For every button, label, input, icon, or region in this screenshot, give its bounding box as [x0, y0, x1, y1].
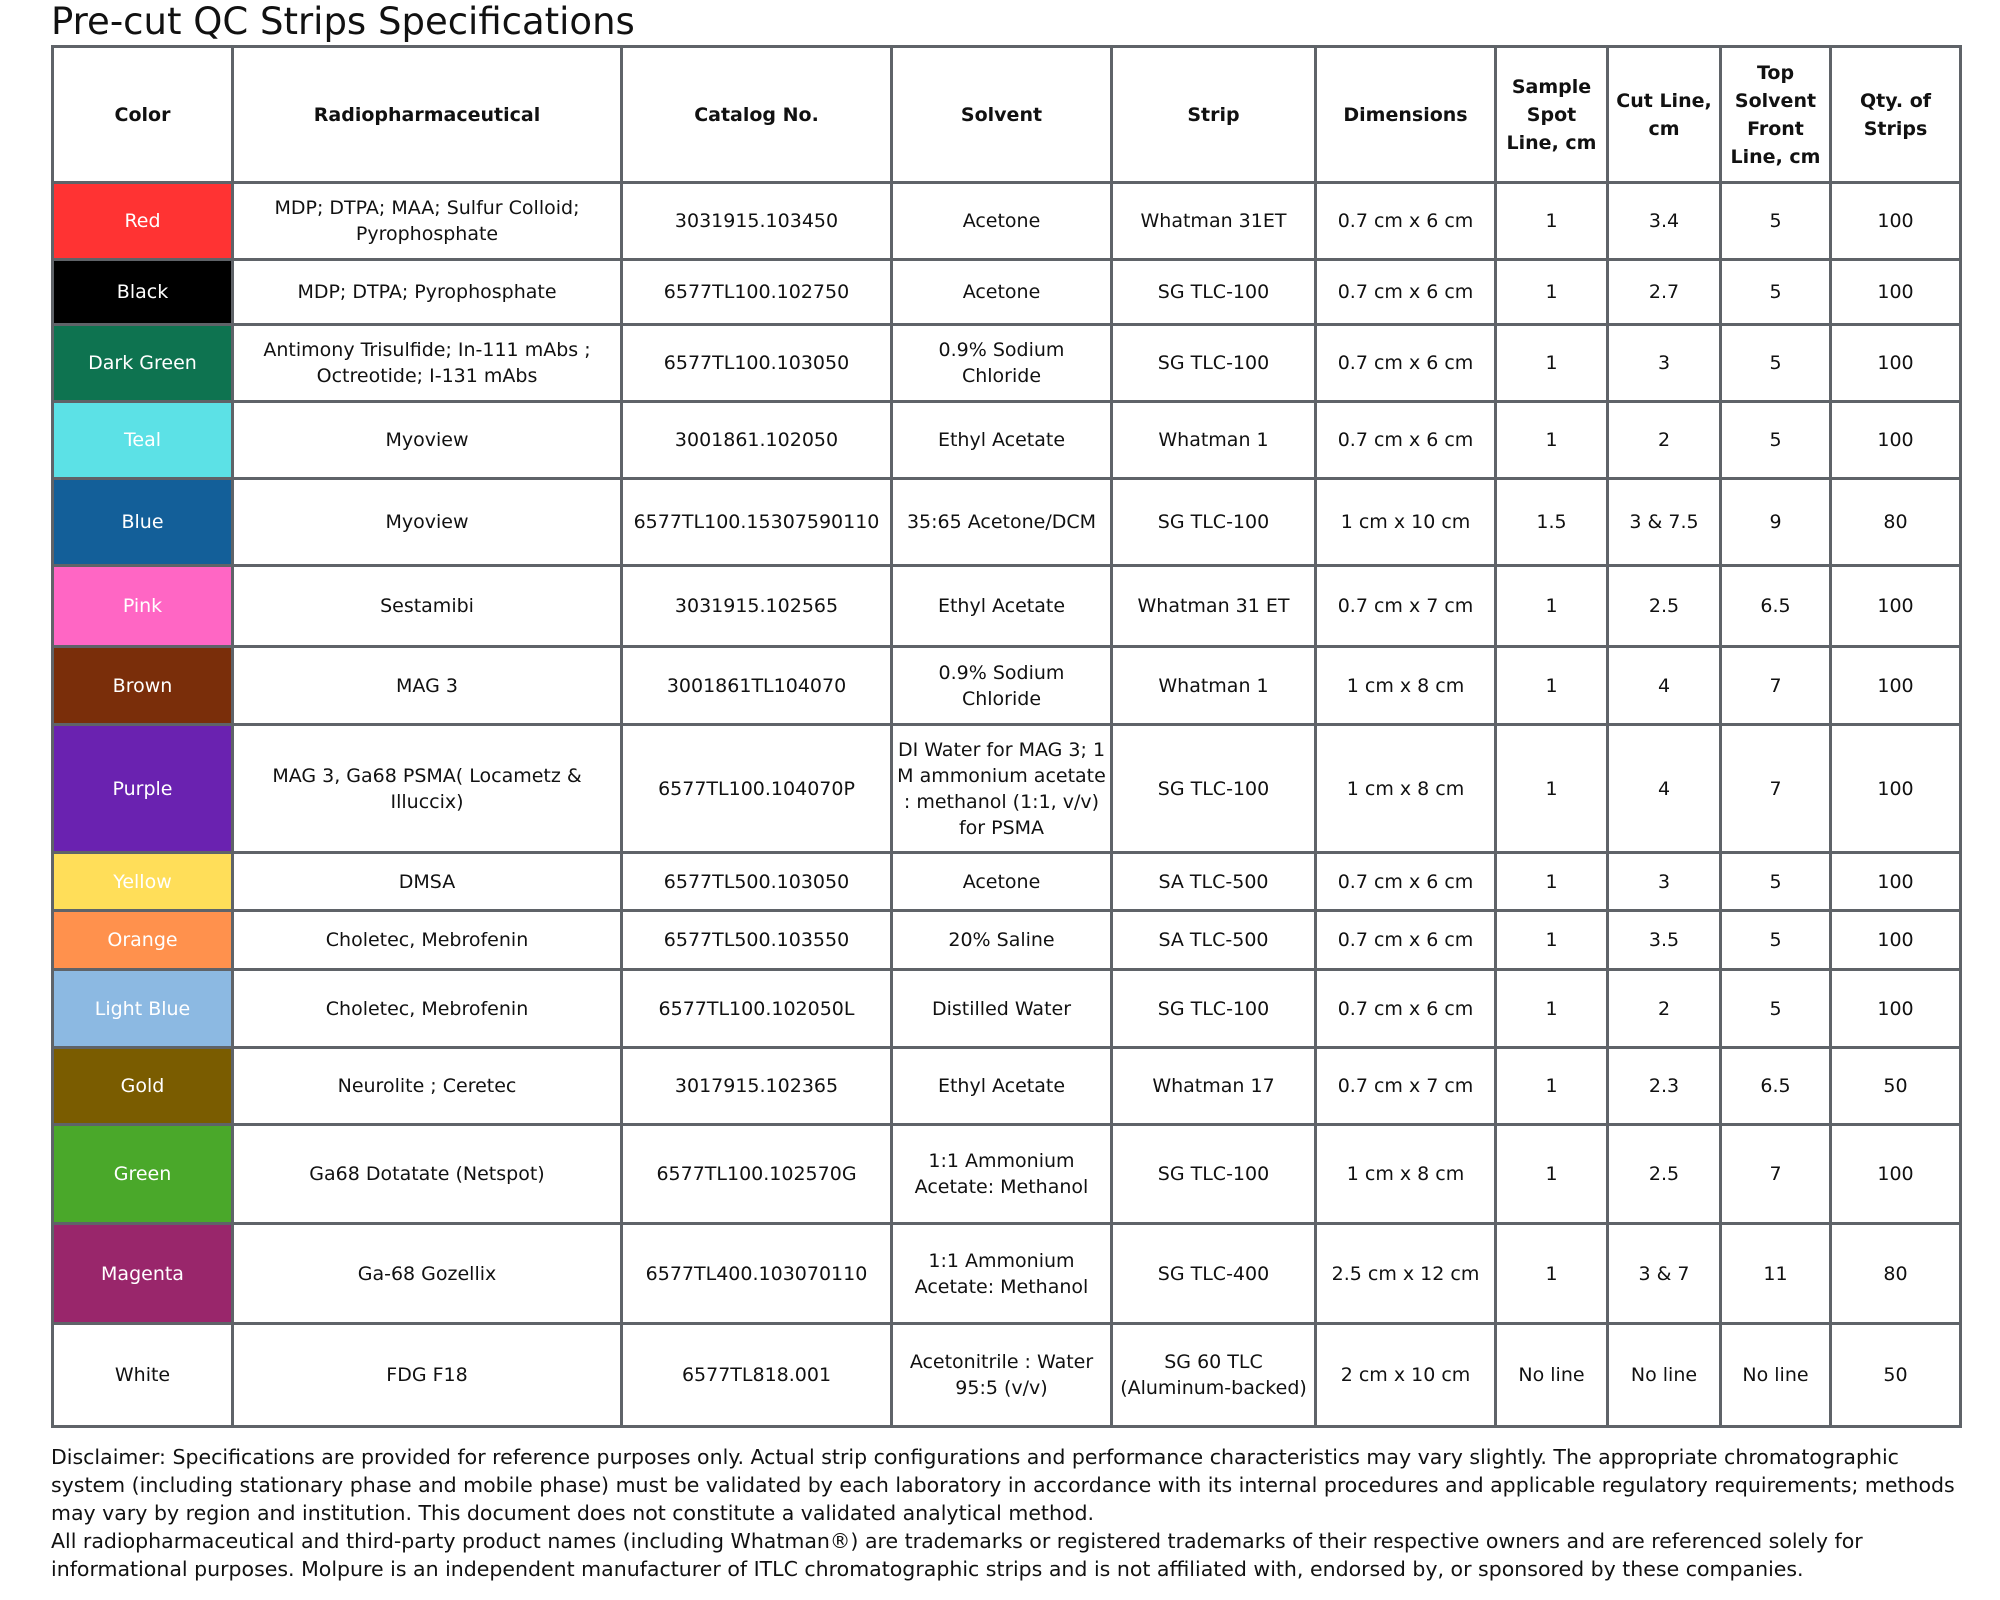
sample-spot-line-cell: 1	[1496, 647, 1608, 725]
solvent-cell: 1:1 Ammonium Acetate: Methanol	[892, 1224, 1112, 1324]
table-row	[53, 1324, 1961, 1427]
column-header-solvent-front-line: Top Solvent Front Line, cm	[1721, 47, 1831, 183]
dimensions-cell: 0.7 cm x 7 cm	[1316, 566, 1496, 647]
strip-cell: SG TLC-400	[1112, 1224, 1316, 1324]
catalog-number-cell: 6577TL818.001	[622, 1324, 892, 1427]
radiopharmaceutical-cell: Choletec, Mebrofenin	[233, 911, 622, 970]
header-row	[53, 47, 1961, 183]
sample-spot-line-cell: 1	[1496, 1125, 1608, 1224]
solvent-cell: Acetonitrile : Water 95:5 (v/v)	[892, 1324, 1112, 1427]
sample-spot-line-cell: 1.5	[1496, 479, 1608, 566]
table-row	[53, 911, 1961, 970]
radiopharmaceutical-cell: Myoview	[233, 479, 622, 566]
color-swatch-cell: Red	[53, 183, 233, 260]
solvent-front-line-cell: 7	[1721, 1125, 1831, 1224]
dimensions-cell: 0.7 cm x 6 cm	[1316, 260, 1496, 325]
catalog-number-cell: 6577TL100.102050L	[622, 970, 892, 1048]
color-swatch-cell: Teal	[53, 402, 233, 479]
catalog-number-cell: 3031915.102565	[622, 566, 892, 647]
solvent-front-line-cell: 9	[1721, 479, 1831, 566]
catalog-number-cell: 3001861.102050	[622, 402, 892, 479]
quantity-cell: 100	[1831, 402, 1961, 479]
color-swatch-cell: Purple	[53, 725, 233, 853]
sample-spot-line-cell: 1	[1496, 566, 1608, 647]
column-header-solvent: Solvent	[892, 47, 1112, 183]
quantity-cell: 100	[1831, 853, 1961, 911]
color-swatch-cell: Green	[53, 1125, 233, 1224]
color-swatch-cell: Brown	[53, 647, 233, 725]
cut-line-cell: 2	[1608, 402, 1721, 479]
cut-line-cell: 3	[1608, 853, 1721, 911]
dimensions-cell: 0.7 cm x 6 cm	[1316, 183, 1496, 260]
dimensions-cell: 0.7 cm x 6 cm	[1316, 402, 1496, 479]
radiopharmaceutical-cell: Ga-68 Gozellix	[233, 1224, 622, 1324]
quantity-cell: 100	[1831, 970, 1961, 1048]
catalog-number-cell: 6577TL100.104070P	[622, 725, 892, 853]
strip-cell: SG TLC-100	[1112, 1125, 1316, 1224]
sample-spot-line-cell: 1	[1496, 1224, 1608, 1324]
cut-line-cell: 4	[1608, 725, 1721, 853]
sample-spot-line-cell: 1	[1496, 1048, 1608, 1125]
strip-cell: Whatman 17	[1112, 1048, 1316, 1125]
solvent-front-line-cell: 5	[1721, 260, 1831, 325]
cut-line-cell: 3.5	[1608, 911, 1721, 970]
dimensions-cell: 2 cm x 10 cm	[1316, 1324, 1496, 1427]
strip-cell: Whatman 1	[1112, 402, 1316, 479]
color-swatch-cell: Magenta	[53, 1224, 233, 1324]
solvent-cell: 20% Saline	[892, 911, 1112, 970]
table-row	[53, 725, 1961, 853]
trademark-notice: All radiopharmaceutical and third-party product names (including Whatman®) are trademarks or registered trademarks of their respective owners and are referenced solely for informational purposes. Molpure is an independent manufacturer of ITLC chromatographic strips and is not affiliated with, endorsed by, or sponsored by these companies.	[51, 1529, 1863, 1581]
dimensions-cell: 0.7 cm x 6 cm	[1316, 970, 1496, 1048]
color-swatch-cell: Light Blue	[53, 970, 233, 1048]
dimensions-cell: 1 cm x 8 cm	[1316, 647, 1496, 725]
radiopharmaceutical-cell: Neurolite ; Ceretec	[233, 1048, 622, 1125]
radiopharmaceutical-cell: Myoview	[233, 402, 622, 479]
column-header-strip: Strip	[1112, 47, 1316, 183]
radiopharmaceutical-cell: DMSA	[233, 853, 622, 911]
sample-spot-line-cell: 1	[1496, 853, 1608, 911]
quantity-cell: 100	[1831, 647, 1961, 725]
disclaimer-text: Disclaimer: Specifications are provided for reference purposes only. Actual strip configurations and performance characteristics may vary slightly. The appropriate chromatographic system (including stationary phase and mobile phase) must be validated by each laboratory in accordance with its internal procedures and applicable regulatory requirements; methods may vary by region and institution. This document does not constitute a validated analytical method.	[51, 1445, 1955, 1525]
quantity-cell: 100	[1831, 183, 1961, 260]
solvent-front-line-cell: 5	[1721, 911, 1831, 970]
dimensions-cell: 1 cm x 8 cm	[1316, 725, 1496, 853]
solvent-cell: Distilled Water	[892, 970, 1112, 1048]
table-row	[53, 566, 1961, 647]
solvent-cell: 35:65 Acetone/DCM	[892, 479, 1112, 566]
cut-line-cell: 2.5	[1608, 566, 1721, 647]
color-swatch-cell: Orange	[53, 911, 233, 970]
strip-cell: Whatman 31 ET	[1112, 566, 1316, 647]
table-row	[53, 1125, 1961, 1224]
solvent-front-line-cell: 5	[1721, 853, 1831, 911]
sample-spot-line-cell: 1	[1496, 325, 1608, 402]
radiopharmaceutical-cell: MAG 3, Ga68 PSMA( Locametz & Illuccix)	[233, 725, 622, 853]
strip-cell: Whatman 31ET	[1112, 183, 1316, 260]
catalog-number-cell: 6577TL400.103070110	[622, 1224, 892, 1324]
color-swatch-cell: Pink	[53, 566, 233, 647]
radiopharmaceutical-cell: Choletec, Mebrofenin	[233, 970, 622, 1048]
quantity-cell: 80	[1831, 1224, 1961, 1324]
footer	[51, 1443, 1971, 1583]
page-title: Pre-cut QC Strips Specifications	[51, 0, 635, 43]
table-row	[53, 479, 1961, 566]
solvent-front-line-cell: 6.5	[1721, 1048, 1831, 1125]
strip-cell: SG TLC-100	[1112, 725, 1316, 853]
column-header-qty: Qty. of Strips	[1831, 47, 1961, 183]
sample-spot-line-cell: 1	[1496, 970, 1608, 1048]
sample-spot-line-cell: 1	[1496, 260, 1608, 325]
cut-line-cell: No line	[1608, 1324, 1721, 1427]
strip-cell: SG TLC-100	[1112, 260, 1316, 325]
column-header-color: Color	[53, 47, 233, 183]
radiopharmaceutical-cell: MDP; DTPA; MAA; Sulfur Colloid; Pyrophosphate	[233, 183, 622, 260]
quantity-cell: 50	[1831, 1048, 1961, 1125]
cut-line-cell: 2.7	[1608, 260, 1721, 325]
catalog-number-cell: 6577TL100.102750	[622, 260, 892, 325]
dimensions-cell: 0.7 cm x 6 cm	[1316, 325, 1496, 402]
catalog-number-cell: 6577TL500.103550	[622, 911, 892, 970]
color-swatch-cell: Black	[53, 260, 233, 325]
sample-spot-line-cell: 1	[1496, 402, 1608, 479]
quantity-cell: 100	[1831, 260, 1961, 325]
strip-cell: SG TLC-100	[1112, 325, 1316, 402]
color-swatch-cell: Blue	[53, 479, 233, 566]
radiopharmaceutical-cell: Ga68 Dotatate (Netspot)	[233, 1125, 622, 1224]
quantity-cell: 100	[1831, 1125, 1961, 1224]
sample-spot-line-cell: No line	[1496, 1324, 1608, 1427]
quantity-cell: 100	[1831, 911, 1961, 970]
strip-cell: SG TLC-100	[1112, 970, 1316, 1048]
table-row	[53, 1048, 1961, 1125]
cut-line-cell: 3 & 7.5	[1608, 479, 1721, 566]
dimensions-cell: 0.7 cm x 7 cm	[1316, 1048, 1496, 1125]
column-header-sample-spot-line: Sample Spot Line, cm	[1496, 47, 1608, 183]
solvent-cell: Ethyl Acetate	[892, 566, 1112, 647]
catalog-number-cell: 3031915.103450	[622, 183, 892, 260]
quantity-cell: 50	[1831, 1324, 1961, 1427]
catalog-number-cell: 3001861TL104070	[622, 647, 892, 725]
table-row	[53, 1224, 1961, 1324]
color-swatch-cell: Dark Green	[53, 325, 233, 402]
cut-line-cell: 3 & 7	[1608, 1224, 1721, 1324]
dimensions-cell: 0.7 cm x 6 cm	[1316, 911, 1496, 970]
color-swatch-cell: Yellow	[53, 853, 233, 911]
solvent-cell: 0.9% Sodium Chloride	[892, 325, 1112, 402]
dimensions-cell: 2.5 cm x 12 cm	[1316, 1224, 1496, 1324]
catalog-number-cell: 6577TL500.103050	[622, 853, 892, 911]
catalog-number-cell: 6577TL100.102570G	[622, 1125, 892, 1224]
catalog-number-cell: 6577TL100.15307590110	[622, 479, 892, 566]
table-row	[53, 647, 1961, 725]
cut-line-cell: 3.4	[1608, 183, 1721, 260]
table-row	[53, 970, 1961, 1048]
sample-spot-line-cell: 1	[1496, 183, 1608, 260]
cut-line-cell: 2.5	[1608, 1125, 1721, 1224]
dimensions-cell: 1 cm x 10 cm	[1316, 479, 1496, 566]
cut-line-cell: 4	[1608, 647, 1721, 725]
color-swatch-cell: White	[53, 1324, 233, 1427]
quantity-cell: 100	[1831, 725, 1961, 853]
cut-line-cell: 3	[1608, 325, 1721, 402]
solvent-front-line-cell: 5	[1721, 183, 1831, 260]
radiopharmaceutical-cell: FDG F18	[233, 1324, 622, 1427]
quantity-cell: 100	[1831, 325, 1961, 402]
table-row	[53, 260, 1961, 325]
radiopharmaceutical-cell: Antimony Trisulfide; In-111 mAbs ; Octreotide; I-131 mAbs	[233, 325, 622, 402]
strip-cell: Whatman 1	[1112, 647, 1316, 725]
solvent-front-line-cell: 5	[1721, 325, 1831, 402]
solvent-front-line-cell: 7	[1721, 647, 1831, 725]
catalog-number-cell: 3017915.102365	[622, 1048, 892, 1125]
column-header-dimensions: Dimensions	[1316, 47, 1496, 183]
solvent-front-line-cell: 5	[1721, 970, 1831, 1048]
solvent-front-line-cell: 11	[1721, 1224, 1831, 1324]
table-row	[53, 402, 1961, 479]
radiopharmaceutical-cell: MAG 3	[233, 647, 622, 725]
solvent-cell: Ethyl Acetate	[892, 402, 1112, 479]
solvent-cell: 1:1 Ammonium Acetate: Methanol	[892, 1125, 1112, 1224]
solvent-cell: Ethyl Acetate	[892, 1048, 1112, 1125]
cut-line-cell: 2.3	[1608, 1048, 1721, 1125]
column-header-radiopharmaceutical: Radiopharmaceutical	[233, 47, 622, 183]
solvent-cell: DI Water for MAG 3; 1 M ammonium acetate : methanol (1:1, v/v) for PSMA	[892, 725, 1112, 853]
strip-cell: SG 60 TLC (Aluminum-backed)	[1112, 1324, 1316, 1427]
strip-cell: SG TLC-100	[1112, 479, 1316, 566]
sample-spot-line-cell: 1	[1496, 911, 1608, 970]
radiopharmaceutical-cell: Sestamibi	[233, 566, 622, 647]
specifications-table	[51, 45, 1962, 1428]
solvent-front-line-cell: 7	[1721, 725, 1831, 853]
cut-line-cell: 2	[1608, 970, 1721, 1048]
table-row	[53, 183, 1961, 260]
radiopharmaceutical-cell: MDP; DTPA; Pyrophosphate	[233, 260, 622, 325]
dimensions-cell: 0.7 cm x 6 cm	[1316, 853, 1496, 911]
dimensions-cell: 1 cm x 8 cm	[1316, 1125, 1496, 1224]
solvent-cell: Acetone	[892, 260, 1112, 325]
solvent-cell: Acetone	[892, 853, 1112, 911]
solvent-front-line-cell: No line	[1721, 1324, 1831, 1427]
solvent-cell: Acetone	[892, 183, 1112, 260]
column-header-cut-line: Cut Line, cm	[1608, 47, 1721, 183]
sample-spot-line-cell: 1	[1496, 725, 1608, 853]
solvent-front-line-cell: 5	[1721, 402, 1831, 479]
table-row	[53, 325, 1961, 402]
solvent-front-line-cell: 6.5	[1721, 566, 1831, 647]
strip-cell: SA TLC-500	[1112, 911, 1316, 970]
catalog-number-cell: 6577TL100.103050	[622, 325, 892, 402]
solvent-cell: 0.9% Sodium Chloride	[892, 647, 1112, 725]
quantity-cell: 80	[1831, 479, 1961, 566]
table-row	[53, 853, 1961, 911]
strip-cell: SA TLC-500	[1112, 853, 1316, 911]
color-swatch-cell: Gold	[53, 1048, 233, 1125]
quantity-cell: 100	[1831, 566, 1961, 647]
column-header-catalog: Catalog No.	[622, 47, 892, 183]
